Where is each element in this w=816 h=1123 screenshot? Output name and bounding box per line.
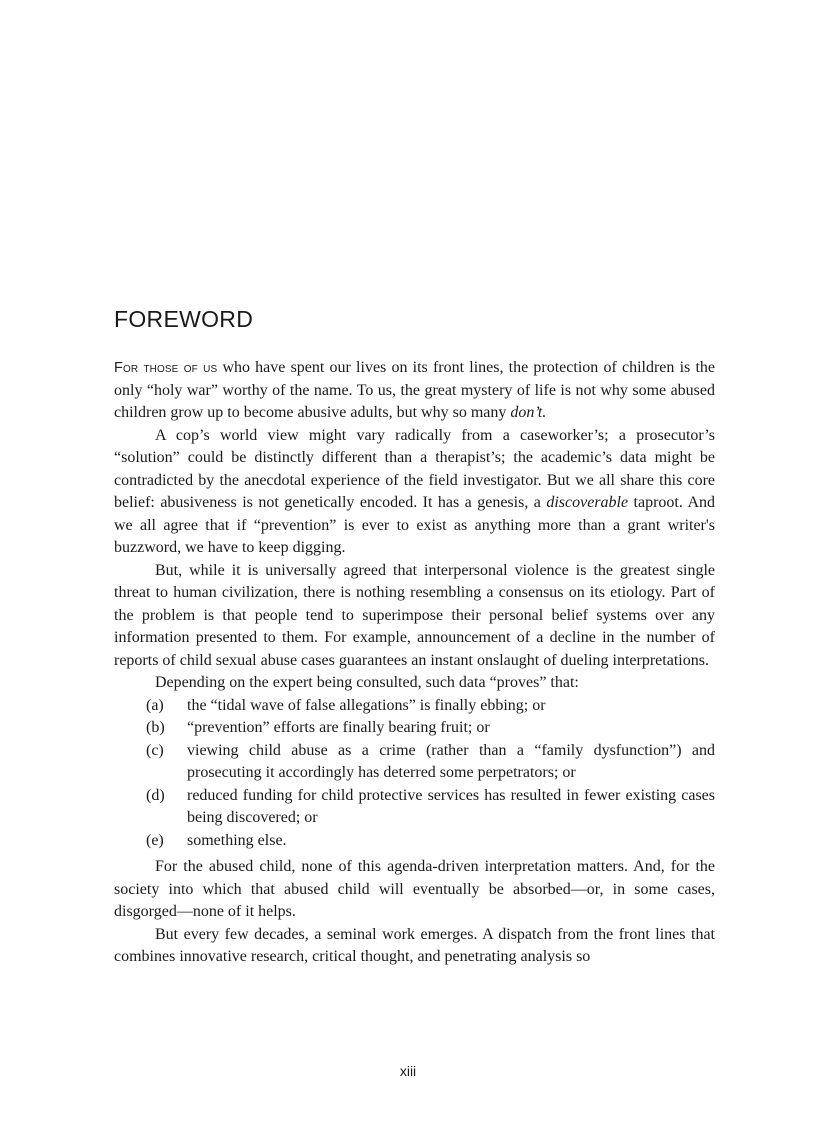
foreword-body <box>114 357 715 969</box>
list-item <box>146 830 715 853</box>
list-item-label: (e) <box>146 831 164 849</box>
list-item-text: the “tidal wave of false allegations” is finally ebbing; or <box>187 696 546 714</box>
small-caps-lead: For those of us <box>114 360 218 376</box>
page-number: xiii <box>399 1063 417 1079</box>
page-title: FOREWORD <box>114 306 254 332</box>
interpretation-list <box>114 695 715 853</box>
paragraph-text: A cop’s world view might vary radically from a caseworker’s; a prosecutor’s “solution” could be distinctly different than a therapist’s; the academic’s data might be contradicted by the anecdotal experience of the field investigator. But we all share this core belief: abusiveness is not genetically encoded. It has a genesis, a <box>114 426 715 511</box>
list-item-text: viewing child abuse as a crime (rather than a “family dysfunction”) and prosecuting it accordingly has deterred some perpetrators; or <box>187 741 715 781</box>
emphasis: don’t. <box>510 404 547 421</box>
list-item-label: (c) <box>146 741 164 759</box>
list-item-text: “prevention” efforts are finally bearing fruit; or <box>187 719 490 736</box>
list-item-text: reduced funding for child protective services has resulted in fewer existing cases being discovered; or <box>187 786 715 826</box>
paragraph-text: who have spent our lives on its front lines, the protection of children is the only “holy war” worthy of the name. To us, the great mystery of life is not why some abused children grow up to become abusive adults, but why so many <box>114 359 716 421</box>
list-item <box>146 785 715 830</box>
paragraph-text: taproot. And we all agree that if “prevention” is ever to exist as anything more than a grant writer's buzzword, we have to keep digging. <box>114 494 715 556</box>
list-item-label: (d) <box>146 786 165 804</box>
list-item-label: (a) <box>146 696 164 714</box>
list-item <box>146 740 715 785</box>
paragraph-5: For the abused child, none of this agenda-driven interpretation matters. And, for the society into which that abused child will eventually be absorbed—or, in some cases, disgorged—none of it helps. <box>114 858 715 920</box>
paragraph-4: Depending on the expert being consulted, such data “proves” that: <box>155 674 579 691</box>
list-item-text: something else. <box>187 831 287 849</box>
paragraph-6: But every few decades, a seminal work emerges. A dispatch from the front lines that combines innovative research, critical thought, and penetrating analysis so <box>114 925 715 965</box>
emphasis: discoverable <box>546 494 629 511</box>
paragraph-1 <box>114 357 715 425</box>
list-item <box>146 695 715 718</box>
list-item-label: (b) <box>146 719 165 736</box>
list-item <box>146 717 715 740</box>
paragraph-3: But, while it is universally agreed that interpersonal violence is the greatest single threat to human civilization, there is nothing resembling a consensus on its etiology. Part of the problem is that people tend to superimpose their personal belief systems over any information presented to them. For example, announcement of a decline in the number of reports of child sexual abuse cases guarantees an instant onslaught of dueling interpretations. <box>114 561 715 669</box>
paragraph-2 <box>114 425 715 560</box>
